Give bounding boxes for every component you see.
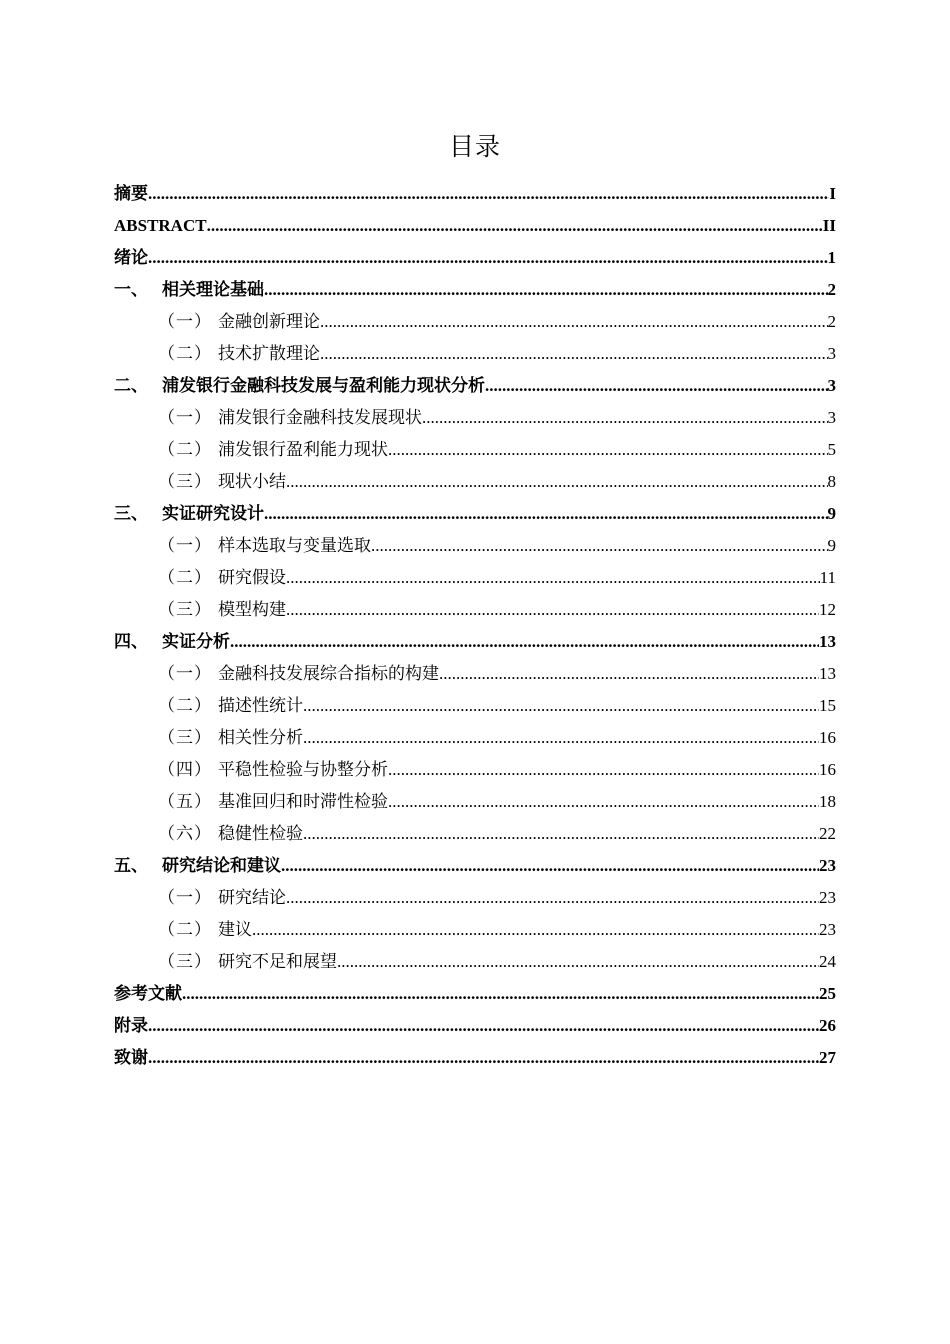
toc-chapter-entry[interactable] [114, 978, 836, 1010]
toc-page-number: 25 [819, 984, 836, 1003]
toc-chapter-entry[interactable] [114, 498, 836, 530]
toc-page-number: 3 [827, 344, 836, 363]
toc-chapter-entry[interactable] [114, 210, 836, 242]
toc-entry-title: 浦发银行金融科技发展现状 [218, 408, 422, 427]
toc-page-number: 23 [819, 856, 836, 875]
toc-entry-title: 样本选取与变量选取 [218, 536, 371, 555]
toc-entry-title: 相关性分析 [218, 728, 303, 747]
toc-entry-title: 浦发银行金融科技发展与盈利能力现状分析 [162, 376, 485, 395]
toc-entry-title: 技术扩散理论 [218, 344, 320, 363]
toc-dot-leader [439, 658, 819, 690]
toc-entry-number: （六） [158, 824, 212, 843]
toc-entry-title: 实证分析 [162, 632, 230, 651]
toc-dot-leader [388, 434, 828, 466]
toc-page-number: 23 [819, 920, 836, 939]
toc-page-number: 24 [819, 952, 836, 971]
toc-dot-leader [485, 370, 828, 402]
toc-entry-number: （五） [158, 792, 212, 811]
toc-entry-number: （三） [158, 600, 212, 619]
toc-section-entry[interactable] [114, 882, 836, 914]
toc-entry-title: 金融科技发展综合指标的构建 [218, 664, 439, 683]
toc-page-number: 5 [827, 440, 836, 459]
toc-page-number: 22 [819, 824, 836, 843]
toc-entry-number: （二） [158, 568, 212, 587]
toc-dot-leader [286, 594, 819, 626]
toc-page-number: 12 [819, 600, 836, 619]
toc-dot-leader [148, 242, 828, 274]
toc-entry-title: 研究结论和建议 [162, 856, 281, 875]
toc-dot-leader [286, 466, 828, 498]
toc-entry-title: 基准回归和时滞性检验 [218, 792, 388, 811]
toc-section-entry[interactable] [114, 306, 836, 338]
toc-dot-leader [303, 722, 819, 754]
toc-dot-leader [303, 690, 819, 722]
toc-chapter-entry[interactable] [114, 1010, 836, 1042]
toc-entry-title: 附录 [114, 1016, 148, 1035]
toc-chapter-entry[interactable] [114, 626, 836, 658]
toc-entry-number: 三、 [114, 504, 148, 523]
toc-entry-title: 参考文献 [114, 984, 182, 1003]
toc-entry-number: 二、 [114, 376, 148, 395]
toc-entry-number: （一） [158, 664, 212, 683]
toc-chapter-entry[interactable] [114, 274, 836, 306]
toc-entry-number: （二） [158, 440, 212, 459]
toc-entry-number: （二） [158, 696, 212, 715]
toc-section-entry[interactable] [114, 786, 836, 818]
toc-page-number: 13 [819, 632, 836, 651]
toc-page-number: 2 [827, 280, 836, 299]
toc-page-number: 9 [827, 504, 836, 523]
toc-page-number: 16 [819, 760, 836, 779]
toc-dot-leader [286, 562, 820, 594]
toc-dot-leader [388, 754, 819, 786]
toc-entry-number: （三） [158, 952, 212, 971]
toc-entry-title: 相关理论基础 [162, 280, 264, 299]
toc-entry-title: 浦发银行盈利能力现状 [218, 440, 388, 459]
toc-dot-leader [207, 210, 823, 242]
toc-entry-title: 摘要 [114, 184, 148, 203]
toc-chapter-entry[interactable] [114, 370, 836, 402]
toc-page-number: 3 [827, 408, 836, 427]
toc-page-number: 26 [819, 1016, 836, 1035]
toc-page-number: 8 [827, 472, 836, 491]
toc-dot-leader [371, 530, 828, 562]
page-title: 目录 [448, 131, 501, 161]
toc-entry-number: 五、 [114, 856, 148, 875]
toc-entry-number: （二） [158, 920, 212, 939]
toc-dot-leader [286, 882, 819, 914]
toc-section-entry[interactable] [114, 338, 836, 370]
toc-entry-number: （一） [158, 536, 212, 555]
toc-entry-title: 绪论 [114, 248, 148, 267]
toc-entry-number: 四、 [114, 632, 148, 651]
toc-entry-title: 建议 [218, 920, 252, 939]
toc-entry-title: 描述性统计 [218, 696, 303, 715]
toc-entry-title: 致谢 [114, 1048, 148, 1067]
toc-entry-number: （三） [158, 472, 212, 491]
toc-dot-leader [148, 178, 829, 210]
toc-section-entry[interactable] [114, 562, 836, 594]
toc-page-number: 2 [827, 312, 836, 331]
toc-entry-number: （四） [158, 760, 212, 779]
toc-entry-number: （三） [158, 728, 212, 747]
toc-page-number: 9 [827, 536, 836, 555]
toc-dot-leader [182, 978, 819, 1010]
toc-dot-leader [388, 786, 819, 818]
toc-dot-leader [320, 338, 828, 370]
toc-dot-leader [422, 402, 828, 434]
toc-entry-title: 模型构建 [218, 600, 286, 619]
toc-section-entry[interactable] [114, 658, 836, 690]
toc-entry-number: （二） [158, 344, 212, 363]
toc-dot-leader [264, 274, 828, 306]
toc-dot-leader [303, 818, 819, 850]
toc-section-entry[interactable] [114, 754, 836, 786]
table-of-contents [114, 178, 836, 1074]
toc-chapter-entry[interactable] [114, 850, 836, 882]
toc-dot-leader [148, 1010, 819, 1042]
toc-entry-title: 研究假设 [218, 568, 286, 587]
toc-page-number: 11 [819, 568, 836, 587]
toc-section-entry[interactable] [114, 690, 836, 722]
toc-page-number: 16 [819, 728, 836, 747]
toc-dot-leader [264, 498, 828, 530]
toc-page-number: 23 [819, 888, 836, 907]
toc-entry-title: 平稳性检验与协整分析 [218, 760, 388, 779]
toc-page-number: I [829, 184, 836, 203]
toc-page-number: 3 [827, 376, 836, 395]
toc-section-entry[interactable] [114, 818, 836, 850]
toc-section-entry[interactable] [114, 914, 836, 946]
toc-entry-title: 实证研究设计 [162, 504, 264, 523]
toc-entry-title: 稳健性检验 [218, 824, 303, 843]
toc-entry-title: 研究结论 [218, 888, 286, 907]
toc-page-number: 15 [819, 696, 836, 715]
toc-page-number: 1 [827, 248, 836, 267]
toc-page-number: 18 [819, 792, 836, 811]
toc-dot-leader [337, 946, 819, 978]
toc-section-entry[interactable] [114, 466, 836, 498]
toc-dot-leader [281, 850, 819, 882]
toc-page-number: 27 [819, 1048, 836, 1067]
toc-entry-number: （一） [158, 888, 212, 907]
toc-dot-leader [148, 1042, 819, 1074]
toc-page-number: 13 [819, 664, 836, 683]
toc-section-entry[interactable] [114, 722, 836, 754]
toc-section-entry[interactable] [114, 594, 836, 626]
toc-section-entry[interactable] [114, 946, 836, 978]
toc-section-entry[interactable] [114, 434, 836, 466]
toc-dot-leader [320, 306, 828, 338]
toc-section-entry[interactable] [114, 530, 836, 562]
toc-entry-title: 金融创新理论 [218, 312, 320, 331]
toc-entry-number: （一） [158, 312, 212, 331]
toc-chapter-entry[interactable] [114, 178, 836, 210]
toc-chapter-entry[interactable] [114, 1042, 836, 1074]
toc-section-entry[interactable] [114, 402, 836, 434]
toc-entry-title: 研究不足和展望 [218, 952, 337, 971]
toc-entry-title: 现状小结 [218, 472, 286, 491]
toc-entry-number: （一） [158, 408, 212, 427]
toc-page-number: II [822, 216, 836, 235]
toc-entry-title: ABSTRACT [114, 216, 207, 235]
toc-chapter-entry[interactable] [114, 242, 836, 274]
toc-entry-number: 一、 [114, 280, 148, 299]
toc-dot-leader [252, 914, 819, 946]
toc-dot-leader [230, 626, 819, 658]
